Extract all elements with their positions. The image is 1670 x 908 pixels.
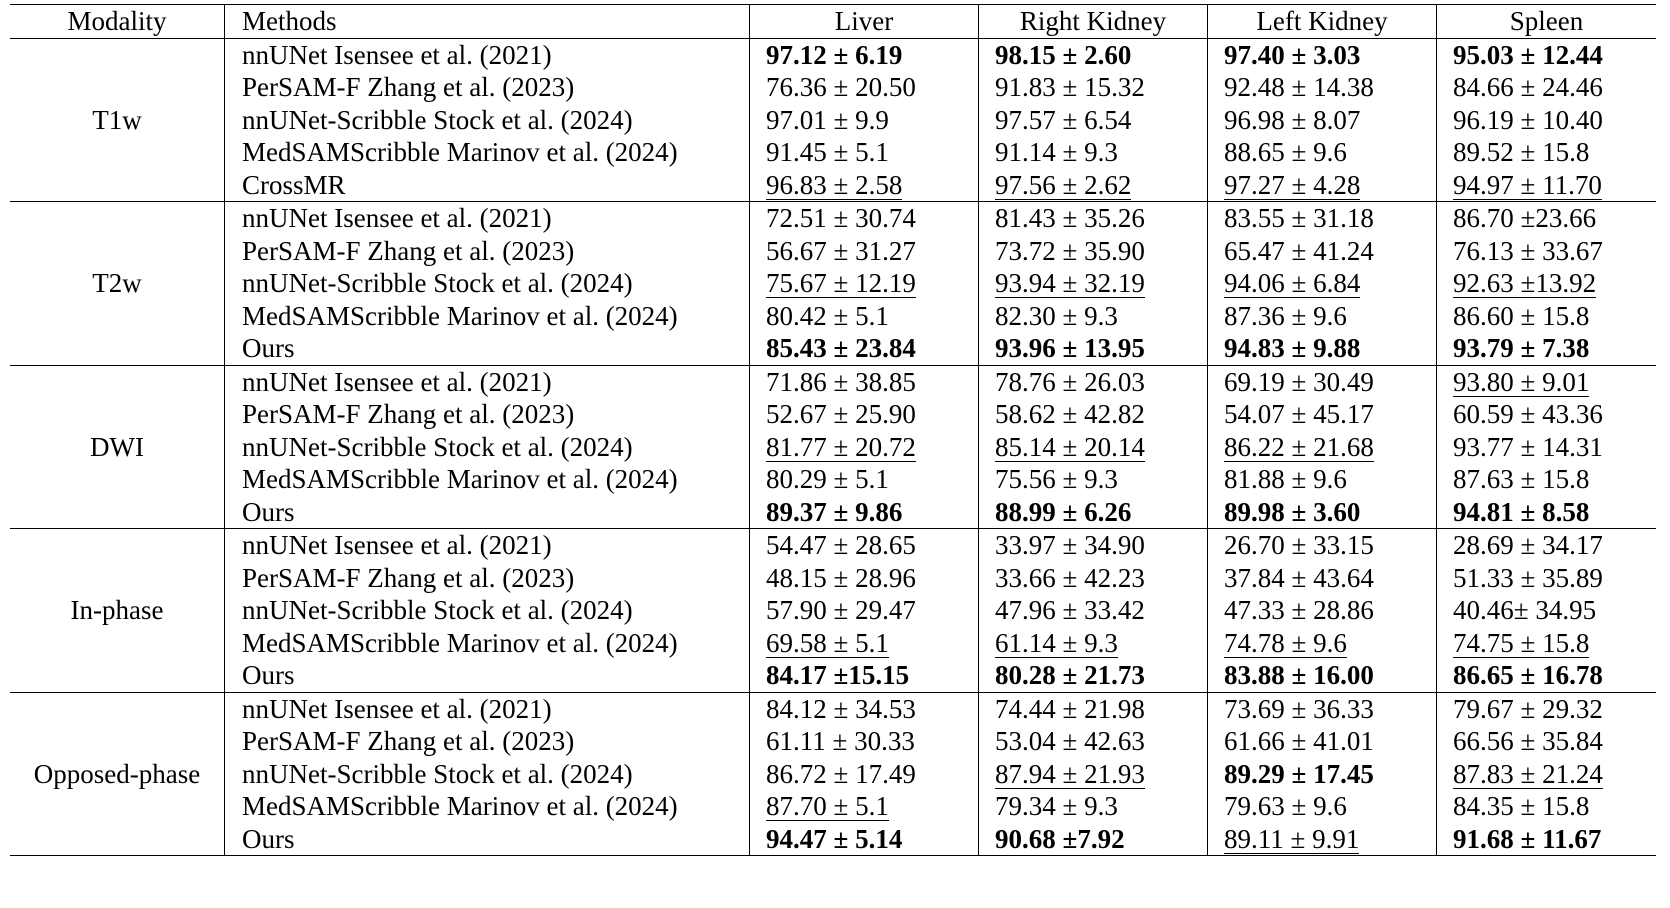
left-kidney-cell <box>1208 496 1437 529</box>
liver-value: 52.67 ± 25.90 <box>766 399 916 429</box>
left-kidney-cell <box>1208 659 1437 692</box>
table-row <box>10 235 1656 268</box>
liver-cell <box>750 659 979 692</box>
method-cell: Ours <box>225 823 750 856</box>
table-row <box>10 823 1656 856</box>
spleen-cell <box>1437 38 1657 71</box>
spleen-value: 84.66 ± 24.46 <box>1453 72 1603 102</box>
right-kidney-cell <box>979 790 1208 823</box>
table-row <box>10 790 1656 823</box>
left-kidney-value: 61.66 ± 41.01 <box>1224 726 1374 756</box>
liver-value: 84.12 ± 34.53 <box>766 693 916 724</box>
spleen-value: 93.77 ± 14.31 <box>1453 431 1603 462</box>
spleen-value: 84.35 ± 15.8 <box>1453 791 1590 821</box>
left-kidney-value: 65.47 ± 41.24 <box>1224 235 1374 266</box>
left-kidney-cell <box>1208 790 1437 823</box>
table-row <box>10 332 1656 365</box>
left-kidney-cell <box>1208 398 1437 431</box>
spleen-cell <box>1437 398 1657 431</box>
method-cell: MedSAMScribble Marinov et al. (2024) <box>225 627 750 660</box>
results-table <box>10 4 1656 856</box>
spleen-cell <box>1437 823 1657 856</box>
left-kidney-cell <box>1208 169 1437 202</box>
right-kidney-cell <box>979 725 1208 758</box>
spleen-cell <box>1437 202 1657 235</box>
right-kidney-cell <box>979 136 1208 169</box>
spleen-value: 74.75 ± 15.8 <box>1453 627 1590 658</box>
right-kidney-cell <box>979 300 1208 333</box>
liver-value: 94.47 ± 5.14 <box>766 823 903 854</box>
method-cell: Ours <box>225 659 750 692</box>
left-kidney-cell <box>1208 823 1437 856</box>
spleen-cell <box>1437 529 1657 562</box>
header-row <box>10 5 1656 39</box>
spleen-value: 95.03 ± 12.44 <box>1453 39 1603 70</box>
modality-cell: T1w <box>10 38 225 202</box>
right-kidney-value: 91.14 ± 9.3 <box>995 137 1118 167</box>
liver-value: 48.15 ± 28.96 <box>766 562 916 593</box>
right-kidney-value: 75.56 ± 9.3 <box>995 464 1118 494</box>
spleen-cell <box>1437 365 1657 398</box>
method-cell: CrossMR <box>225 169 750 202</box>
table-row <box>10 562 1656 595</box>
table-row <box>10 398 1656 431</box>
right-kidney-cell <box>979 71 1208 104</box>
left-kidney-value: 97.27 ± 4.28 <box>1224 169 1361 200</box>
header-methods: Methods <box>225 5 750 39</box>
right-kidney-value: 87.94 ± 21.93 <box>995 758 1145 789</box>
right-kidney-value: 58.62 ± 42.82 <box>995 399 1145 429</box>
right-kidney-value: 78.76 ± 26.03 <box>995 366 1145 397</box>
right-kidney-value: 93.94 ± 32.19 <box>995 268 1145 298</box>
liver-cell <box>750 529 979 562</box>
header-right-kidney: Right Kidney <box>979 5 1208 39</box>
left-kidney-value: 94.83 ± 9.88 <box>1224 333 1361 363</box>
method-cell: nnUNet Isensee et al. (2021) <box>225 365 750 398</box>
table-row <box>10 627 1656 660</box>
liver-value: 54.47 ± 28.65 <box>766 530 916 560</box>
spleen-value: 86.60 ± 15.8 <box>1453 300 1590 331</box>
spleen-cell <box>1437 725 1657 758</box>
liver-value: 61.11 ± 30.33 <box>766 726 915 756</box>
left-kidney-cell <box>1208 38 1437 71</box>
left-kidney-cell <box>1208 332 1437 365</box>
spleen-value: 40.46± 34.95 <box>1453 595 1597 625</box>
table-row <box>10 104 1656 137</box>
spleen-value: 60.59 ± 43.36 <box>1453 399 1603 429</box>
spleen-cell <box>1437 169 1657 202</box>
right-kidney-cell <box>979 529 1208 562</box>
liver-cell <box>750 562 979 595</box>
left-kidney-cell <box>1208 136 1437 169</box>
table-row <box>10 38 1656 71</box>
spleen-cell <box>1437 235 1657 268</box>
liver-cell <box>750 38 979 71</box>
right-kidney-value: 53.04 ± 42.63 <box>995 726 1145 756</box>
spleen-value: 94.81 ± 8.58 <box>1453 496 1590 527</box>
method-cell: nnUNet-Scribble Stock et al. (2024) <box>225 267 750 300</box>
right-kidney-cell <box>979 267 1208 300</box>
right-kidney-value: 33.97 ± 34.90 <box>995 530 1145 560</box>
table-row <box>10 758 1656 791</box>
right-kidney-value: 82.30 ± 9.3 <box>995 300 1118 331</box>
spleen-cell <box>1437 267 1657 300</box>
table-row <box>10 267 1656 300</box>
left-kidney-value: 92.48 ± 14.38 <box>1224 72 1374 102</box>
spleen-value: 96.19 ± 10.40 <box>1453 104 1603 135</box>
table-row <box>10 365 1656 398</box>
left-kidney-cell <box>1208 692 1437 725</box>
method-cell: nnUNet-Scribble Stock et al. (2024) <box>225 104 750 137</box>
right-kidney-value: 88.99 ± 6.26 <box>995 496 1132 527</box>
right-kidney-cell <box>979 332 1208 365</box>
left-kidney-value: 87.36 ± 9.6 <box>1224 300 1347 331</box>
right-kidney-value: 98.15 ± 2.60 <box>995 39 1132 70</box>
liver-cell <box>750 202 979 235</box>
liver-cell <box>750 758 979 791</box>
right-kidney-cell <box>979 169 1208 202</box>
liver-value: 97.01 ± 9.9 <box>766 104 889 135</box>
modality-group <box>10 529 1656 693</box>
spleen-value: 28.69 ± 34.17 <box>1453 530 1603 560</box>
left-kidney-cell <box>1208 431 1437 464</box>
method-cell: Ours <box>225 332 750 365</box>
liver-value: 56.67 ± 31.27 <box>766 235 916 266</box>
table-row <box>10 300 1656 333</box>
left-kidney-value: 88.65 ± 9.6 <box>1224 137 1347 167</box>
left-kidney-cell <box>1208 725 1437 758</box>
left-kidney-cell <box>1208 71 1437 104</box>
liver-cell <box>750 235 979 268</box>
modality-cell: In-phase <box>10 529 225 693</box>
spleen-value: 87.63 ± 15.8 <box>1453 464 1590 494</box>
liver-cell <box>750 267 979 300</box>
spleen-cell <box>1437 136 1657 169</box>
right-kidney-value: 97.56 ± 2.62 <box>995 169 1132 200</box>
right-kidney-cell <box>979 627 1208 660</box>
spleen-value: 93.80 ± 9.01 <box>1453 366 1590 397</box>
right-kidney-value: 93.96 ± 13.95 <box>995 333 1145 363</box>
spleen-cell <box>1437 790 1657 823</box>
liver-cell <box>750 725 979 758</box>
right-kidney-cell <box>979 104 1208 137</box>
right-kidney-value: 73.72 ± 35.90 <box>995 235 1145 266</box>
liver-cell <box>750 300 979 333</box>
liver-cell <box>750 104 979 137</box>
table-row <box>10 692 1656 725</box>
spleen-value: 86.70 ±23.66 <box>1453 203 1597 233</box>
liver-cell <box>750 169 979 202</box>
liver-cell <box>750 627 979 660</box>
left-kidney-value: 79.63 ± 9.6 <box>1224 791 1347 821</box>
left-kidney-value: 73.69 ± 36.33 <box>1224 693 1374 724</box>
right-kidney-value: 90.68 ±7.92 <box>995 823 1125 854</box>
spleen-value: 76.13 ± 33.67 <box>1453 235 1603 266</box>
liver-cell <box>750 365 979 398</box>
right-kidney-value: 47.96 ± 33.42 <box>995 595 1145 625</box>
liver-value: 89.37 ± 9.86 <box>766 496 903 527</box>
spleen-cell <box>1437 463 1657 496</box>
left-kidney-cell <box>1208 202 1437 235</box>
liver-value: 71.86 ± 38.85 <box>766 366 916 397</box>
right-kidney-cell <box>979 38 1208 71</box>
method-cell: MedSAMScribble Marinov et al. (2024) <box>225 300 750 333</box>
table-header <box>10 5 1656 39</box>
spleen-cell <box>1437 659 1657 692</box>
method-cell: nnUNet Isensee et al. (2021) <box>225 692 750 725</box>
spleen-value: 66.56 ± 35.84 <box>1453 726 1603 756</box>
liver-cell <box>750 692 979 725</box>
left-kidney-value: 96.98 ± 8.07 <box>1224 104 1361 135</box>
table-row <box>10 169 1656 202</box>
liver-value: 91.45 ± 5.1 <box>766 137 889 167</box>
right-kidney-cell <box>979 463 1208 496</box>
spleen-cell <box>1437 758 1657 791</box>
method-cell: MedSAMScribble Marinov et al. (2024) <box>225 790 750 823</box>
liver-value: 85.43 ± 23.84 <box>766 333 916 363</box>
spleen-cell <box>1437 431 1657 464</box>
left-kidney-value: 97.40 ± 3.03 <box>1224 39 1361 70</box>
liver-value: 76.36 ± 20.50 <box>766 72 916 102</box>
method-cell: MedSAMScribble Marinov et al. (2024) <box>225 136 750 169</box>
right-kidney-cell <box>979 758 1208 791</box>
left-kidney-value: 54.07 ± 45.17 <box>1224 399 1374 429</box>
liver-value: 80.42 ± 5.1 <box>766 300 889 331</box>
right-kidney-cell <box>979 365 1208 398</box>
method-cell: nnUNet-Scribble Stock et al. (2024) <box>225 431 750 464</box>
spleen-value: 89.52 ± 15.8 <box>1453 137 1590 167</box>
spleen-value: 86.65 ± 16.78 <box>1453 660 1603 690</box>
left-kidney-cell <box>1208 235 1437 268</box>
liver-value: 97.12 ± 6.19 <box>766 39 903 70</box>
table-row <box>10 431 1656 464</box>
method-cell: nnUNet-Scribble Stock et al. (2024) <box>225 594 750 627</box>
method-cell: PerSAM-F Zhang et al. (2023) <box>225 71 750 104</box>
spleen-value: 87.83 ± 21.24 <box>1453 758 1603 789</box>
right-kidney-cell <box>979 235 1208 268</box>
modality-group <box>10 38 1656 202</box>
method-cell: MedSAMScribble Marinov et al. (2024) <box>225 463 750 496</box>
liver-cell <box>750 463 979 496</box>
liver-value: 80.29 ± 5.1 <box>766 464 889 494</box>
liver-cell <box>750 496 979 529</box>
right-kidney-value: 33.66 ± 42.23 <box>995 562 1145 593</box>
spleen-value: 94.97 ± 11.70 <box>1453 169 1602 200</box>
liver-value: 96.83 ± 2.58 <box>766 169 903 200</box>
modality-cell: Opposed-phase <box>10 692 225 856</box>
liver-value: 87.70 ± 5.1 <box>766 791 889 821</box>
left-kidney-value: 81.88 ± 9.6 <box>1224 464 1347 494</box>
right-kidney-value: 80.28 ± 21.73 <box>995 660 1145 690</box>
right-kidney-cell <box>979 692 1208 725</box>
spleen-cell <box>1437 692 1657 725</box>
table-row <box>10 136 1656 169</box>
spleen-value: 92.63 ±13.92 <box>1453 268 1597 298</box>
right-kidney-cell <box>979 594 1208 627</box>
liver-cell <box>750 398 979 431</box>
liver-value: 84.17 ±15.15 <box>766 660 910 690</box>
modality-group <box>10 202 1656 366</box>
modality-cell: T2w <box>10 202 225 366</box>
liver-cell <box>750 71 979 104</box>
right-kidney-cell <box>979 398 1208 431</box>
modality-group <box>10 365 1656 529</box>
left-kidney-cell <box>1208 562 1437 595</box>
method-cell: PerSAM-F Zhang et al. (2023) <box>225 398 750 431</box>
left-kidney-cell <box>1208 267 1437 300</box>
left-kidney-value: 26.70 ± 33.15 <box>1224 530 1374 560</box>
spleen-value: 51.33 ± 35.89 <box>1453 562 1603 593</box>
table-row <box>10 594 1656 627</box>
liver-cell <box>750 332 979 365</box>
right-kidney-value: 61.14 ± 9.3 <box>995 627 1118 658</box>
modality-group <box>10 692 1656 856</box>
spleen-cell <box>1437 562 1657 595</box>
right-kidney-value: 74.44 ± 21.98 <box>995 693 1145 724</box>
spleen-cell <box>1437 104 1657 137</box>
left-kidney-value: 69.19 ± 30.49 <box>1224 366 1374 397</box>
method-cell: nnUNet Isensee et al. (2021) <box>225 529 750 562</box>
spleen-value: 91.68 ± 11.67 <box>1453 823 1602 854</box>
right-kidney-cell <box>979 823 1208 856</box>
left-kidney-value: 83.88 ± 16.00 <box>1224 660 1374 690</box>
liver-value: 69.58 ± 5.1 <box>766 627 889 658</box>
right-kidney-cell <box>979 659 1208 692</box>
table-row <box>10 496 1656 529</box>
liver-cell <box>750 790 979 823</box>
modality-cell: DWI <box>10 365 225 529</box>
right-kidney-value: 81.43 ± 35.26 <box>995 203 1145 233</box>
method-cell: PerSAM-F Zhang et al. (2023) <box>225 725 750 758</box>
right-kidney-value: 79.34 ± 9.3 <box>995 791 1118 821</box>
left-kidney-value: 83.55 ± 31.18 <box>1224 203 1374 233</box>
liver-value: 81.77 ± 20.72 <box>766 431 916 462</box>
spleen-value: 79.67 ± 29.32 <box>1453 693 1603 724</box>
header-left-kidney: Left Kidney <box>1208 5 1437 39</box>
method-cell: PerSAM-F Zhang et al. (2023) <box>225 235 750 268</box>
liver-value: 86.72 ± 17.49 <box>766 758 916 789</box>
left-kidney-value: 47.33 ± 28.86 <box>1224 595 1374 625</box>
header-liver: Liver <box>750 5 979 39</box>
spleen-cell <box>1437 71 1657 104</box>
spleen-cell <box>1437 496 1657 529</box>
left-kidney-value: 89.98 ± 3.60 <box>1224 496 1361 527</box>
liver-value: 75.67 ± 12.19 <box>766 268 916 298</box>
method-cell: nnUNet Isensee et al. (2021) <box>225 38 750 71</box>
table-row <box>10 659 1656 692</box>
left-kidney-cell <box>1208 594 1437 627</box>
table-row <box>10 71 1656 104</box>
left-kidney-cell <box>1208 104 1437 137</box>
method-cell: nnUNet-Scribble Stock et al. (2024) <box>225 758 750 791</box>
left-kidney-cell <box>1208 300 1437 333</box>
header-spleen: Spleen <box>1509 6 1584 36</box>
left-kidney-cell <box>1208 627 1437 660</box>
left-kidney-value: 74.78 ± 9.6 <box>1224 627 1347 658</box>
spleen-cell <box>1437 300 1657 333</box>
right-kidney-cell <box>979 202 1208 235</box>
table-row <box>10 202 1656 235</box>
left-kidney-value: 86.22 ± 21.68 <box>1224 431 1374 462</box>
left-kidney-value: 37.84 ± 43.64 <box>1224 562 1374 593</box>
table-row <box>10 463 1656 496</box>
left-kidney-cell <box>1208 758 1437 791</box>
liver-cell <box>750 594 979 627</box>
spleen-cell <box>1437 594 1657 627</box>
spleen-cell <box>1437 332 1657 365</box>
left-kidney-value: 89.29 ± 17.45 <box>1224 758 1374 789</box>
liver-cell <box>750 136 979 169</box>
method-cell: PerSAM-F Zhang et al. (2023) <box>225 562 750 595</box>
left-kidney-value: 89.11 ± 9.91 <box>1224 823 1360 854</box>
right-kidney-value: 91.83 ± 15.32 <box>995 72 1145 102</box>
right-kidney-cell <box>979 496 1208 529</box>
right-kidney-cell <box>979 562 1208 595</box>
method-cell: Ours <box>225 496 750 529</box>
liver-value: 72.51 ± 30.74 <box>766 203 916 233</box>
liver-cell <box>750 823 979 856</box>
table-row <box>10 725 1656 758</box>
right-kidney-cell <box>979 431 1208 464</box>
table-row <box>10 529 1656 562</box>
right-kidney-value: 85.14 ± 20.14 <box>995 431 1145 462</box>
left-kidney-value: 94.06 ± 6.84 <box>1224 268 1361 298</box>
header-modality: Modality <box>10 5 225 39</box>
spleen-value: 93.79 ± 7.38 <box>1453 333 1590 363</box>
method-cell: nnUNet Isensee et al. (2021) <box>225 202 750 235</box>
right-kidney-value: 97.57 ± 6.54 <box>995 104 1132 135</box>
left-kidney-cell <box>1208 365 1437 398</box>
left-kidney-cell <box>1208 529 1437 562</box>
liver-cell <box>750 431 979 464</box>
left-kidney-cell <box>1208 463 1437 496</box>
liver-value: 57.90 ± 29.47 <box>766 595 916 625</box>
spleen-cell <box>1437 627 1657 660</box>
